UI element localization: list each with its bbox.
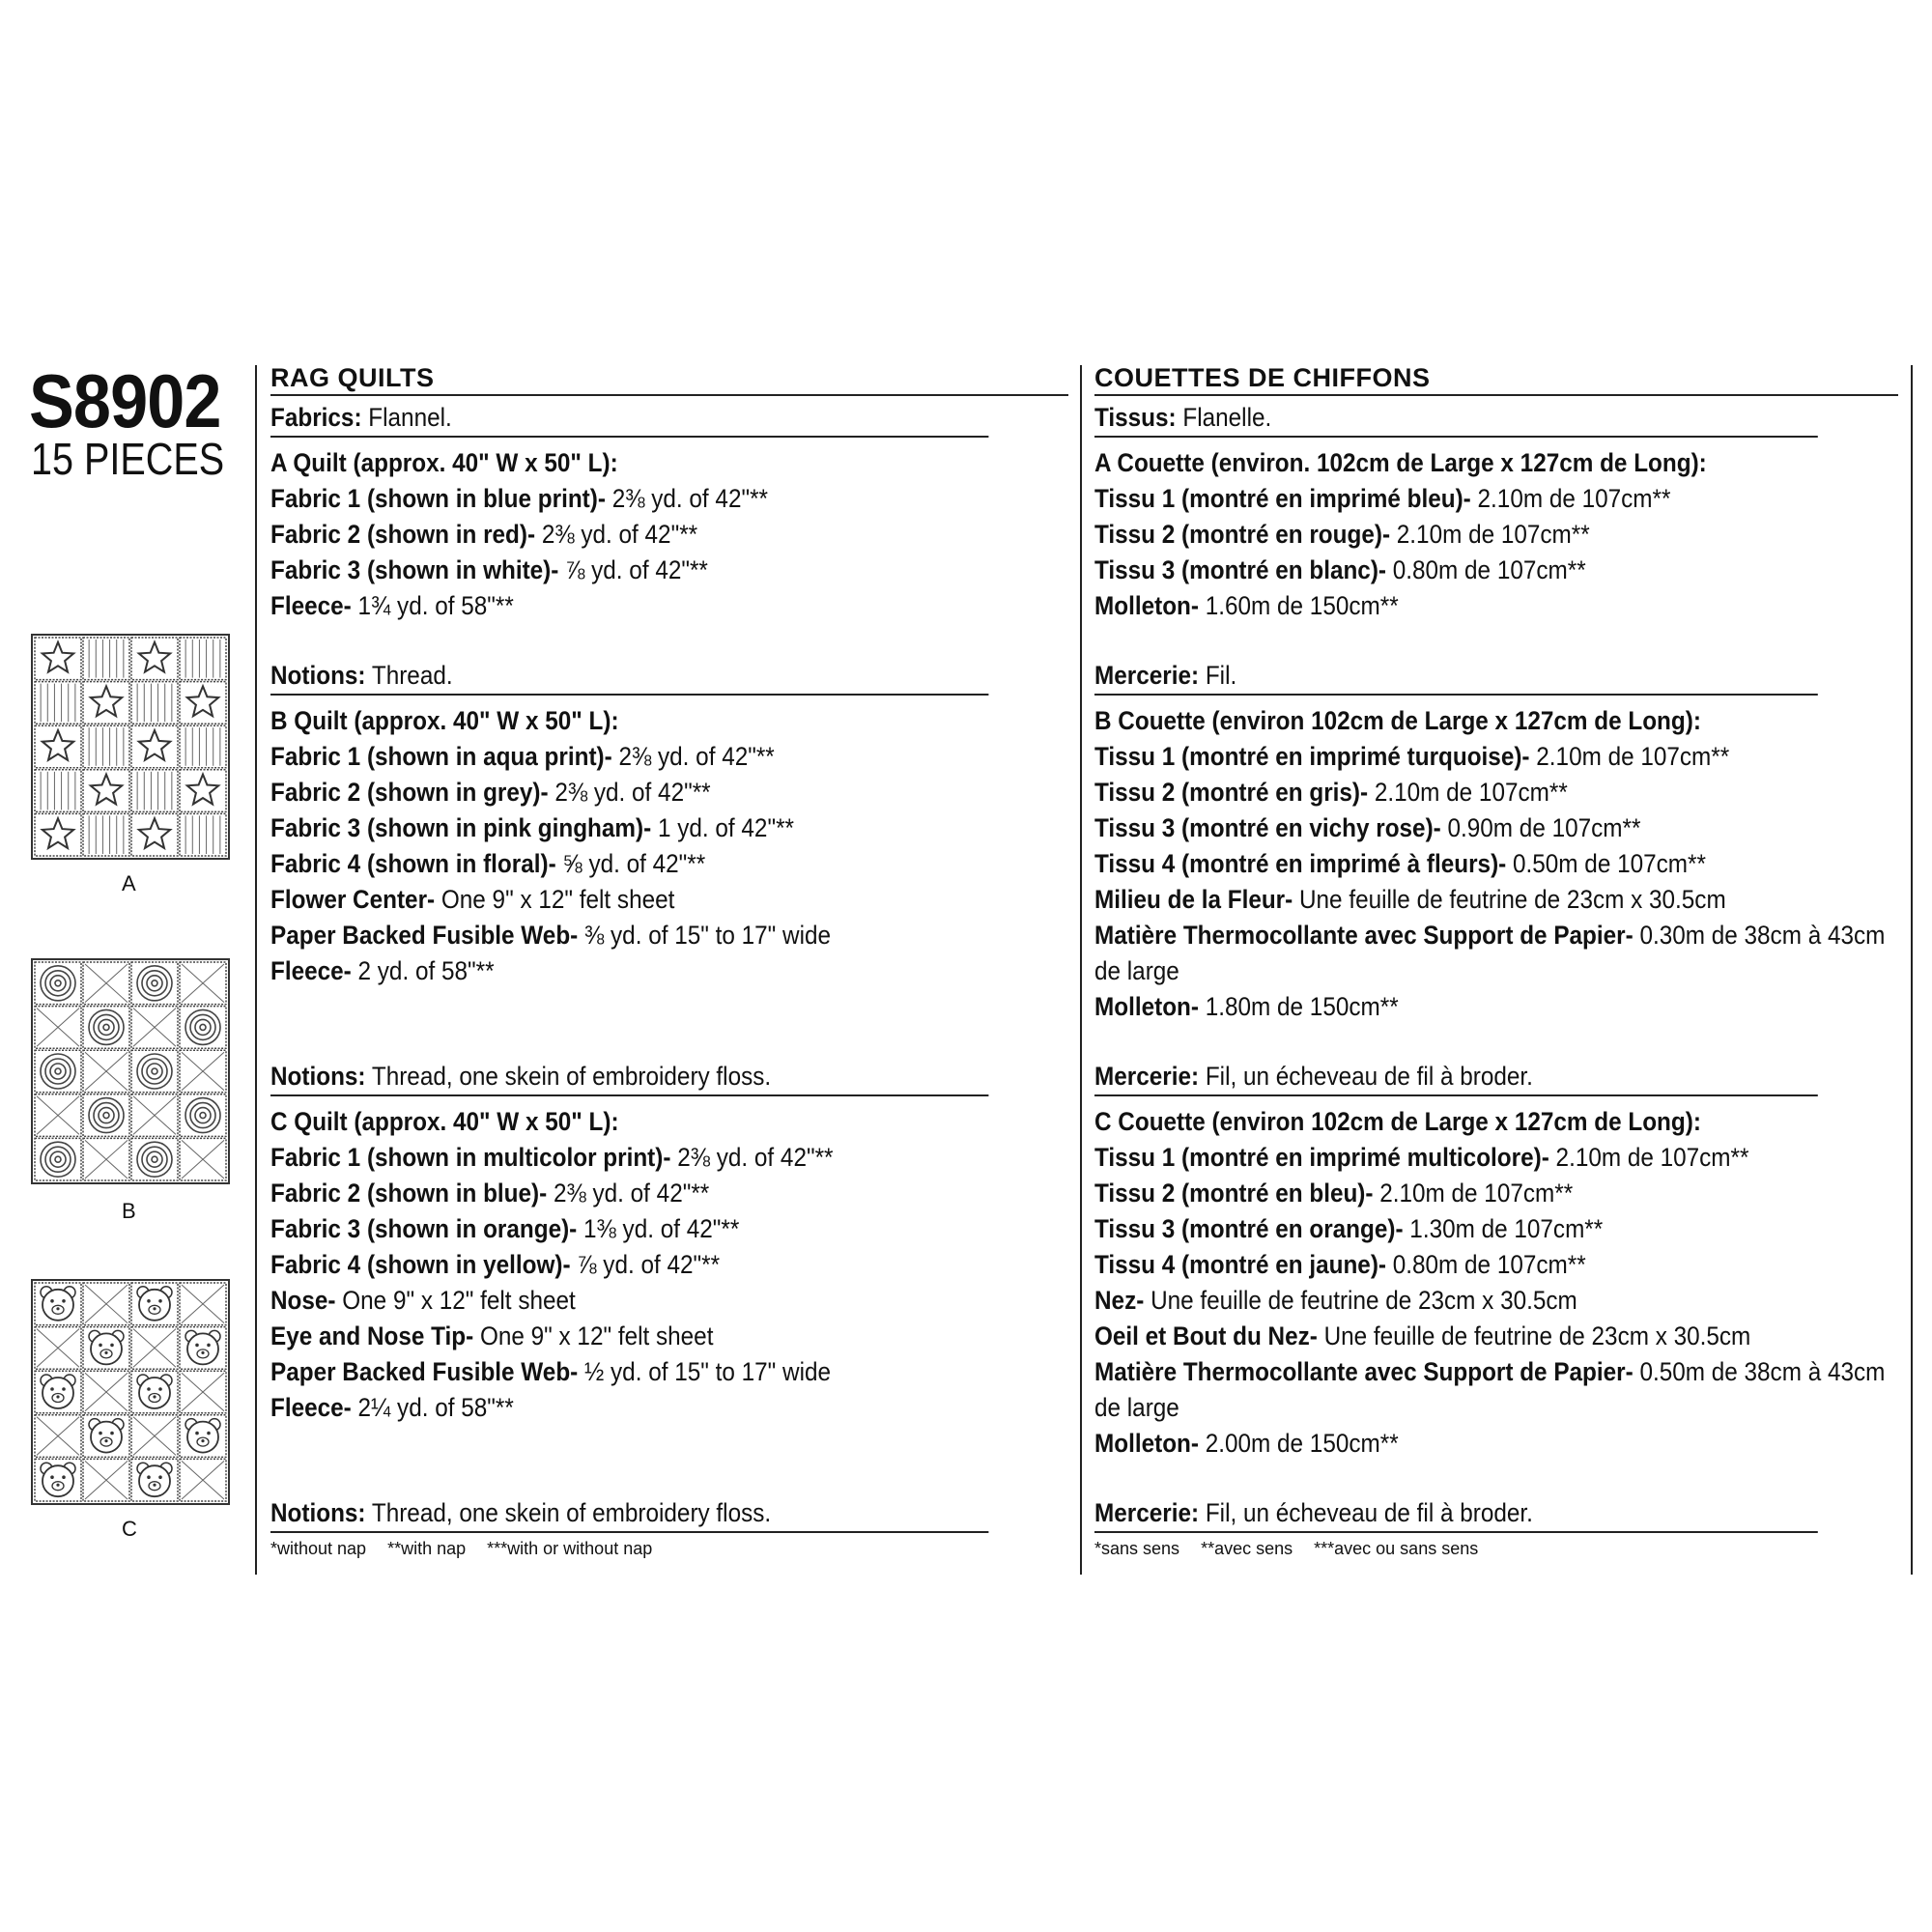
french-fabrics [1094, 400, 1818, 438]
requirement-value: 2⅜ yd. of 42"** [670, 1143, 834, 1172]
section-heading-text: B Couette (environ 102cm de Large x 127cm de Long): [1094, 706, 1701, 735]
requirement-value: Une feuille de feutrine de 23cm x 30.5cm [1317, 1321, 1751, 1350]
requirement-value: 1.30m de 107cm** [1403, 1214, 1604, 1243]
view-c-label: C [122, 1517, 137, 1541]
view-c-quilt-grid [31, 1279, 230, 1505]
requirement-row [270, 1247, 988, 1283]
view-c-illustration [31, 1279, 230, 1505]
requirement-label: Nez- [1094, 1286, 1145, 1315]
requirement-row [1094, 1211, 1818, 1247]
requirement-label: Matière Thermocollante avec Support de Papier- [1094, 1357, 1634, 1386]
requirement-label: Paper Backed Fusible Web- [270, 921, 579, 950]
spacer [270, 1426, 1068, 1495]
footnote: ***avec ou sans sens [1314, 1539, 1479, 1558]
quilt-block [131, 813, 178, 856]
requirement-row [1094, 739, 1818, 775]
requirement-label: Fabric 1 (shown in aqua print)- [270, 742, 612, 771]
notions-value: Fil, un écheveau de fil à broder. [1199, 1062, 1533, 1091]
requirement-row [1094, 1354, 1886, 1390]
requirement-row [1094, 846, 1818, 882]
requirement-value: Une feuille de feutrine de 23cm x 30.5cm [1144, 1286, 1577, 1315]
bear-face-icon [137, 1463, 172, 1496]
requirement-label: Flower Center- [270, 885, 436, 914]
requirement-value: ½ yd. of 15" to 17" wide [578, 1357, 832, 1386]
quilt-block [83, 770, 129, 812]
requirement-value: 2.00m de 150cm** [1198, 1429, 1399, 1458]
quilt-block [131, 962, 178, 1005]
bear-face-icon [89, 1330, 124, 1364]
quilt-block [35, 1327, 81, 1370]
requirement-value: 1¾ yd. of 58"** [351, 591, 514, 620]
requirement-row [270, 1283, 988, 1319]
quilt-block [180, 962, 226, 1005]
requirement-value: 0.50m de 107cm** [1506, 849, 1706, 878]
bear-face-icon [185, 1419, 220, 1453]
notions-row [270, 1495, 988, 1533]
requirement-label: Fabric 3 (shown in white)- [270, 555, 559, 584]
notions-value: Thread, one skein of embroidery floss. [365, 1498, 772, 1527]
quilt-block [35, 1459, 81, 1501]
requirement-value: ⅞ yd. of 42"** [570, 1250, 721, 1279]
requirement-row [1094, 918, 1886, 953]
notions-row [1094, 658, 1818, 696]
requirement-value: ⅝ yd. of 42"** [555, 849, 706, 878]
notions-row [1094, 1495, 1818, 1533]
requirement-label: Tissu 3 (montré en orange)- [1094, 1214, 1404, 1243]
requirement-label: Tissu 2 (montré en gris)- [1094, 778, 1369, 807]
quilt-block [83, 682, 129, 724]
notions-row [270, 1059, 988, 1096]
fabrics-label: Fabrics: [270, 403, 362, 432]
quilt-block [83, 1459, 129, 1501]
requirement-value: 2¼ yd. of 58"** [351, 1393, 514, 1422]
requirement-row [270, 775, 988, 810]
requirement-value: 2.10m de 107cm** [1390, 520, 1590, 549]
requirement-row [1094, 1319, 1818, 1354]
bear-face-icon [185, 1330, 220, 1364]
bear-face-icon [137, 1375, 172, 1408]
bear-face-icon [41, 1375, 75, 1408]
quilt-block [83, 1138, 129, 1180]
requirement-row [1094, 882, 1818, 918]
quilt-block [180, 1371, 226, 1413]
quilt-block [83, 1283, 129, 1325]
requirement-label: Tissu 3 (montré en blanc)- [1094, 555, 1387, 584]
english-section-a [270, 445, 1068, 696]
quilt-block [180, 1327, 226, 1370]
requirement-row [270, 1140, 988, 1176]
requirement-row [270, 1390, 988, 1426]
footnote: **with nap [387, 1539, 467, 1558]
requirement-value: 2 yd. of 58"** [351, 956, 495, 985]
notions-label: Mercerie: [1094, 1062, 1200, 1091]
pieces-count: 15 PIECES [31, 434, 225, 484]
spacer [1094, 1025, 1898, 1059]
requirement-row [270, 810, 988, 846]
view-a-quilt-grid [31, 634, 230, 860]
notions-label: Notions: [270, 1062, 366, 1091]
view-b-illustration [31, 958, 230, 1184]
section-heading [1094, 703, 1818, 739]
quilt-block [131, 1415, 178, 1458]
notions-row [1094, 1059, 1818, 1096]
section-heading [270, 445, 988, 481]
requirement-label: Fabric 3 (shown in pink gingham)- [270, 813, 652, 842]
footnotes [270, 1539, 1068, 1559]
quilt-block [35, 1094, 81, 1137]
requirement-value: One 9" x 12" felt sheet [435, 885, 675, 914]
quilt-block [131, 1283, 178, 1325]
requirement-value: 2.10m de 107cm** [1548, 1143, 1749, 1172]
requirement-value: 2⅜ yd. of 42"** [611, 742, 775, 771]
quilt-block [83, 1050, 129, 1093]
quilt-block [131, 725, 178, 768]
divider-left [255, 365, 257, 1575]
requirement-value: 2.10m de 107cm** [1368, 778, 1568, 807]
quilt-block [83, 1094, 129, 1137]
requirement-row [1094, 481, 1818, 517]
requirement-label: Tissu 2 (montré en bleu)- [1094, 1179, 1374, 1208]
spacer [1094, 1462, 1898, 1495]
quilt-block [35, 770, 81, 812]
requirement-label: Tissu 4 (montré en imprimé à fleurs)- [1094, 849, 1507, 878]
requirement-row [1094, 588, 1818, 624]
requirement-row [1094, 1283, 1818, 1319]
requirement-label: Fabric 2 (shown in red)- [270, 520, 536, 549]
quilt-block [35, 813, 81, 856]
french-section-a [1094, 445, 1898, 696]
section-heading [1094, 1104, 1818, 1140]
requirement-label: Paper Backed Fusible Web- [270, 1357, 579, 1386]
fabrics-label: Tissus: [1094, 403, 1177, 432]
quilt-block [131, 1050, 178, 1093]
requirement-value: 1 yd. of 42"** [651, 813, 794, 842]
requirement-row [270, 739, 988, 775]
quilt-block [83, 1415, 129, 1458]
requirement-row [270, 1319, 988, 1354]
requirement-row [270, 553, 988, 588]
requirement-row [1094, 517, 1818, 553]
quilt-block [131, 1327, 178, 1370]
quilt-block [35, 682, 81, 724]
footnote: *sans sens [1094, 1539, 1180, 1558]
quilt-block [131, 682, 178, 724]
requirement-value: 2⅜ yd. of 42"** [547, 1179, 710, 1208]
requirement-value: 0.80m de 107cm** [1386, 555, 1586, 584]
requirement-row [270, 588, 988, 624]
requirement-label: Oeil et Bout du Nez- [1094, 1321, 1318, 1350]
quilt-block [35, 1007, 81, 1049]
quilt-block [83, 1371, 129, 1413]
quilt-block [180, 813, 226, 856]
fabrics-value: Flanelle. [1176, 403, 1272, 432]
english-column [270, 361, 1068, 1559]
view-b-quilt-grid [31, 958, 230, 1184]
quilt-block [180, 1094, 226, 1137]
quilt-block [35, 1138, 81, 1180]
quilt-block [131, 638, 178, 680]
notions-value: Thread, one skein of embroidery floss. [365, 1062, 772, 1091]
notions-value: Fil. [1199, 661, 1237, 690]
quilt-block [35, 725, 81, 768]
quilt-block [83, 962, 129, 1005]
bear-face-icon [89, 1419, 124, 1453]
divider-middle [1080, 365, 1082, 1575]
notions-label: Notions: [270, 661, 366, 690]
footnote: **avec sens [1201, 1539, 1293, 1558]
requirement-label: Fabric 4 (shown in floral)- [270, 849, 556, 878]
requirement-value: 2⅜ yd. of 42"** [605, 484, 769, 513]
quilt-block [83, 1007, 129, 1049]
quilt-block [180, 1050, 226, 1093]
requirement-row [1094, 989, 1818, 1025]
requirement-value: 0.90m de 107cm** [1440, 813, 1641, 842]
section-heading-text: A Couette (environ. 102cm de Large x 127cm de Long): [1094, 448, 1707, 477]
view-b-label: B [122, 1199, 136, 1223]
requirement-label: Tissu 1 (montré en imprimé turquoise)- [1094, 742, 1530, 771]
quilt-block [180, 1283, 226, 1325]
requirement-label: Fabric 2 (shown in grey)- [270, 778, 549, 807]
requirement-label: Fabric 3 (shown in orange)- [270, 1214, 578, 1243]
quilt-block [180, 1459, 226, 1501]
bear-face-icon [137, 1287, 172, 1321]
english-section-c [270, 1104, 1068, 1533]
quilt-block [180, 1415, 226, 1458]
requirement-value: 2.10m de 107cm** [1529, 742, 1730, 771]
requirement-row [270, 1211, 988, 1247]
requirement-value: 2⅜ yd. of 42"** [548, 778, 711, 807]
bear-face-icon [41, 1287, 75, 1321]
requirement-value: 0.80m de 107cm** [1386, 1250, 1586, 1279]
quilt-block [83, 725, 129, 768]
french-section-b [1094, 703, 1898, 1096]
quilt-block [180, 638, 226, 680]
requirement-row [1094, 1176, 1818, 1211]
requirement-value: ⅜ yd. of 15" to 17" wide [578, 921, 832, 950]
requirement-label: Fabric 1 (shown in blue print)- [270, 484, 606, 513]
requirement-label: Fleece- [270, 591, 352, 620]
section-heading-text: B Quilt (approx. 40" W x 50" L): [270, 706, 619, 735]
quilt-block [35, 1371, 81, 1413]
quilt-block [131, 770, 178, 812]
quilt-block [35, 1415, 81, 1458]
requirement-label: Nose- [270, 1286, 336, 1315]
requirement-label: Eye and Nose Tip- [270, 1321, 474, 1350]
quilt-block [180, 770, 226, 812]
section-heading-text: C Couette (environ 102cm de Large x 127cm de Long): [1094, 1107, 1701, 1136]
quilt-block [180, 1138, 226, 1180]
section-heading-text: C Quilt (approx. 40" W x 50" L): [270, 1107, 619, 1136]
requirement-row [1094, 810, 1818, 846]
requirement-label: Tissu 3 (montré en vichy rose)- [1094, 813, 1441, 842]
requirement-label: Milieu de la Fleur- [1094, 885, 1293, 914]
fabrics-value: Flannel. [361, 403, 452, 432]
quilt-block [131, 1007, 178, 1049]
bear-face-icon [41, 1463, 75, 1496]
quilt-block [35, 1283, 81, 1325]
requirement-row [1094, 553, 1818, 588]
notions-label: Notions: [270, 1498, 366, 1527]
footnotes [1094, 1539, 1898, 1559]
quilt-block [35, 638, 81, 680]
requirement-label: Molleton- [1094, 1429, 1199, 1458]
requirement-label: Fabric 2 (shown in blue)- [270, 1179, 548, 1208]
requirement-row [270, 517, 988, 553]
section-heading [1094, 445, 1818, 481]
requirement-value: ⅞ yd. of 42"** [558, 555, 708, 584]
requirement-value: 2.10m de 107cm** [1373, 1179, 1574, 1208]
requirement-label: Molleton- [1094, 591, 1199, 620]
requirement-label: Tissu 4 (montré en jaune)- [1094, 1250, 1387, 1279]
requirement-label: Fleece- [270, 1393, 352, 1422]
spacer [1094, 624, 1898, 658]
requirement-label: Fabric 4 (shown in yellow)- [270, 1250, 571, 1279]
section-heading-text: A Quilt (approx. 40" W x 50" L): [270, 448, 618, 477]
requirement-value: 2⅜ yd. of 42"** [535, 520, 698, 549]
notions-value: Fil, un écheveau de fil à broder. [1199, 1498, 1533, 1527]
requirement-value: One 9" x 12" felt sheet [335, 1286, 576, 1315]
english-title: RAG QUILTS [270, 361, 1068, 396]
requirement-row [270, 953, 988, 989]
quilt-block [83, 1327, 129, 1370]
requirement-value: 1⅜ yd. of 42"** [577, 1214, 740, 1243]
requirement-continuation: de large [1094, 1393, 1179, 1422]
requirement-row [270, 846, 988, 882]
requirement-value: 1.60m de 150cm** [1198, 591, 1399, 620]
notions-label: Mercerie: [1094, 661, 1200, 690]
notions-label: Mercerie: [1094, 1498, 1200, 1527]
pattern-number: S8902 [29, 358, 221, 443]
requirement-continuation: de large [1094, 956, 1179, 985]
spacer [270, 989, 1068, 1059]
section-heading [270, 703, 988, 739]
requirement-label: Tissu 2 (montré en rouge)- [1094, 520, 1391, 549]
quilt-block [180, 725, 226, 768]
view-a-illustration [31, 634, 230, 860]
footnote: *without nap [270, 1539, 367, 1558]
requirement-row [1094, 1426, 1818, 1462]
requirement-label: Molleton- [1094, 992, 1199, 1021]
requirement-label: Fabric 1 (shown in multicolor print)- [270, 1143, 671, 1172]
french-section-c [1094, 1104, 1898, 1533]
requirement-row [1094, 775, 1818, 810]
view-a-label: A [122, 871, 136, 895]
notions-row [270, 658, 988, 696]
quilt-block [35, 1050, 81, 1093]
requirement-value: 1.80m de 150cm** [1198, 992, 1399, 1021]
french-title: COUETTES DE CHIFFONS [1094, 361, 1898, 396]
quilt-block [131, 1094, 178, 1137]
quilt-block [180, 1007, 226, 1049]
quilt-block [83, 638, 129, 680]
quilt-block [180, 682, 226, 724]
section-heading [270, 1104, 988, 1140]
quilt-block [131, 1371, 178, 1413]
quilt-block [35, 962, 81, 1005]
quilt-block [83, 813, 129, 856]
divider-right [1911, 365, 1913, 1575]
notions-value: Thread. [365, 661, 453, 690]
requirement-row [270, 918, 988, 953]
requirement-label: Tissu 1 (montré en imprimé multicolore)- [1094, 1143, 1549, 1172]
footnote: ***with or without nap [487, 1539, 653, 1558]
quilt-block [131, 1138, 178, 1180]
requirement-row [270, 481, 988, 517]
requirement-label: Matière Thermocollante avec Support de Papier- [1094, 921, 1634, 950]
spacer [270, 624, 1068, 658]
requirement-value: 0.50m de 38cm à 43cm [1633, 1357, 1886, 1386]
requirement-row [270, 1176, 988, 1211]
requirement-value: Une feuille de feutrine de 23cm x 30.5cm [1293, 885, 1726, 914]
requirement-row [270, 1354, 988, 1390]
english-section-b [270, 703, 1068, 1096]
requirement-label: Tissu 1 (montré en imprimé bleu)- [1094, 484, 1471, 513]
requirement-row [270, 882, 988, 918]
requirement-row [1094, 1247, 1818, 1283]
french-column [1094, 361, 1898, 1559]
requirement-row [1094, 1140, 1818, 1176]
requirement-label: Fleece- [270, 956, 352, 985]
english-fabrics [270, 400, 988, 438]
requirement-value: One 9" x 12" felt sheet [473, 1321, 714, 1350]
requirement-value: 2.10m de 107cm** [1470, 484, 1671, 513]
quilt-block [131, 1459, 178, 1501]
requirement-value: 0.30m de 38cm à 43cm [1633, 921, 1886, 950]
